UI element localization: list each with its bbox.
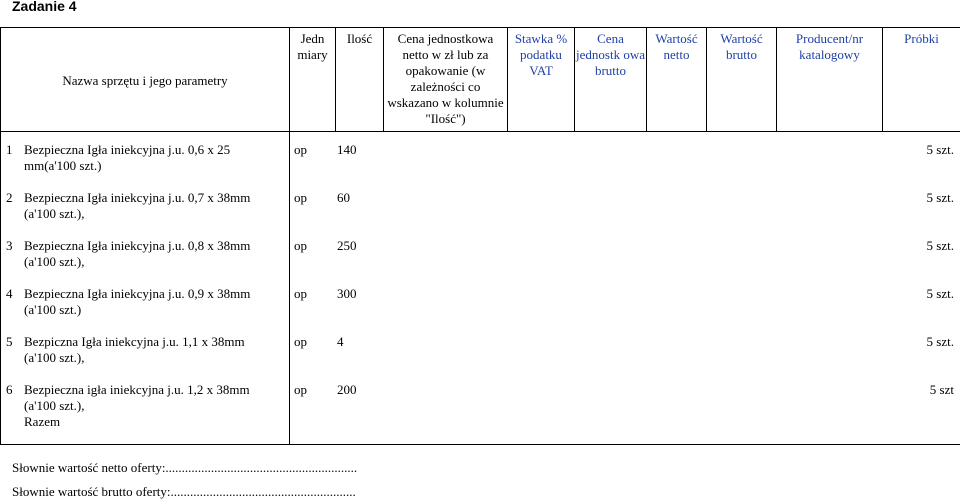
- row-number: 4: [6, 286, 13, 301]
- row-name: Bezpieczna Igła iniekcyjna j.u. 0,9 x 38mm (a'100 szt.): [24, 286, 251, 317]
- row-name: Bezpieczna Igła iniekcyjna j.u. 0,7 x 38mm (a'100 szt.),: [24, 190, 251, 221]
- row-name-cell: [1, 334, 290, 382]
- table-row: [1, 190, 960, 238]
- header-unit-gross: Cena jednostk owa brutto: [575, 28, 647, 132]
- row-details-cell: [290, 190, 960, 238]
- row-samples: 5 szt.: [926, 286, 954, 301]
- row-name-cell: [1, 382, 290, 445]
- table-row: [1, 334, 960, 382]
- row-name-cell: [1, 238, 290, 286]
- footer-gross-words: Słownie wartość brutto oferty:.........................................................: [12, 484, 356, 499]
- table-row: [1, 238, 960, 286]
- total-label: Razem: [24, 414, 61, 429]
- header-samples: Próbki: [883, 28, 960, 132]
- row-samples: 5 szt.: [926, 142, 954, 157]
- header-producer: Producent/nr katalogowy: [777, 28, 883, 132]
- row-unit: op: [294, 286, 307, 301]
- row-details-cell: [290, 334, 960, 382]
- row-qty: 4: [337, 334, 344, 349]
- header-vat: Stawka % podatku VAT: [508, 28, 575, 132]
- row-samples: 5 szt.: [926, 334, 954, 349]
- row-number: 2: [6, 190, 13, 205]
- row-number: 3: [6, 238, 13, 253]
- header-qty: Ilość: [336, 28, 384, 132]
- row-unit: op: [294, 238, 307, 253]
- row-number: 5: [6, 334, 13, 349]
- row-unit: op: [294, 382, 307, 397]
- page-title: Zadanie 4: [12, 0, 77, 14]
- row-qty: 200: [337, 382, 357, 397]
- row-qty: 300: [337, 286, 357, 301]
- offer-table: [0, 27, 960, 445]
- table-row: [1, 142, 960, 190]
- header-unit: Jedn miary: [290, 28, 336, 132]
- row-name: Bezpiczna Igła iniekcyjna j.u. 1,1 x 38mm (a'100 szt.),: [24, 334, 245, 365]
- header-net-value: Wartość netto: [647, 28, 707, 132]
- row-unit: op: [294, 334, 307, 349]
- row-details-cell: [290, 238, 960, 286]
- row-name: Bezpieczna Igła iniekcyjna j.u. 0,8 x 38mm (a'100 szt.),: [24, 238, 251, 269]
- row-samples: 5 szt: [929, 382, 954, 397]
- row-name-cell: [1, 286, 290, 334]
- row-unit: op: [294, 190, 307, 205]
- row-qty: 250: [337, 238, 357, 253]
- row-samples: 5 szt.: [926, 190, 954, 205]
- row-name: Bezpieczna Igła iniekcyjna j.u. 0,6 x 25 mm(a'100 szt.): [24, 142, 231, 173]
- table-row: [1, 286, 960, 334]
- header-name: Nazwa sprzętu i jego parametry: [1, 28, 290, 132]
- header-gross-value: Wartość brutto: [707, 28, 777, 132]
- header-unit-price: Cena jednostkowa netto w zł lub za opakowanie (w zależności co wskazano w kolumnie "Ilość"): [384, 28, 508, 132]
- table-row: [1, 382, 960, 445]
- row-name: Bezpieczna igła iniekcyjna j.u. 1,2 x 38mm (a'100 szt.),: [24, 382, 250, 413]
- row-qty: 60: [337, 190, 350, 205]
- row-details-cell: [290, 286, 960, 334]
- row-details-cell: [290, 142, 960, 190]
- row-unit: op: [294, 142, 307, 157]
- row-samples: 5 szt.: [926, 238, 954, 253]
- row-number: 6: [6, 382, 13, 397]
- row-qty: 140: [337, 142, 357, 157]
- row-number: 1: [6, 142, 13, 157]
- footer-net-words: Słownie wartość netto oferty:...........................................................: [12, 460, 358, 475]
- row-details-cell: [290, 382, 960, 445]
- row-name-cell: [1, 142, 290, 190]
- row-name-cell: [1, 190, 290, 238]
